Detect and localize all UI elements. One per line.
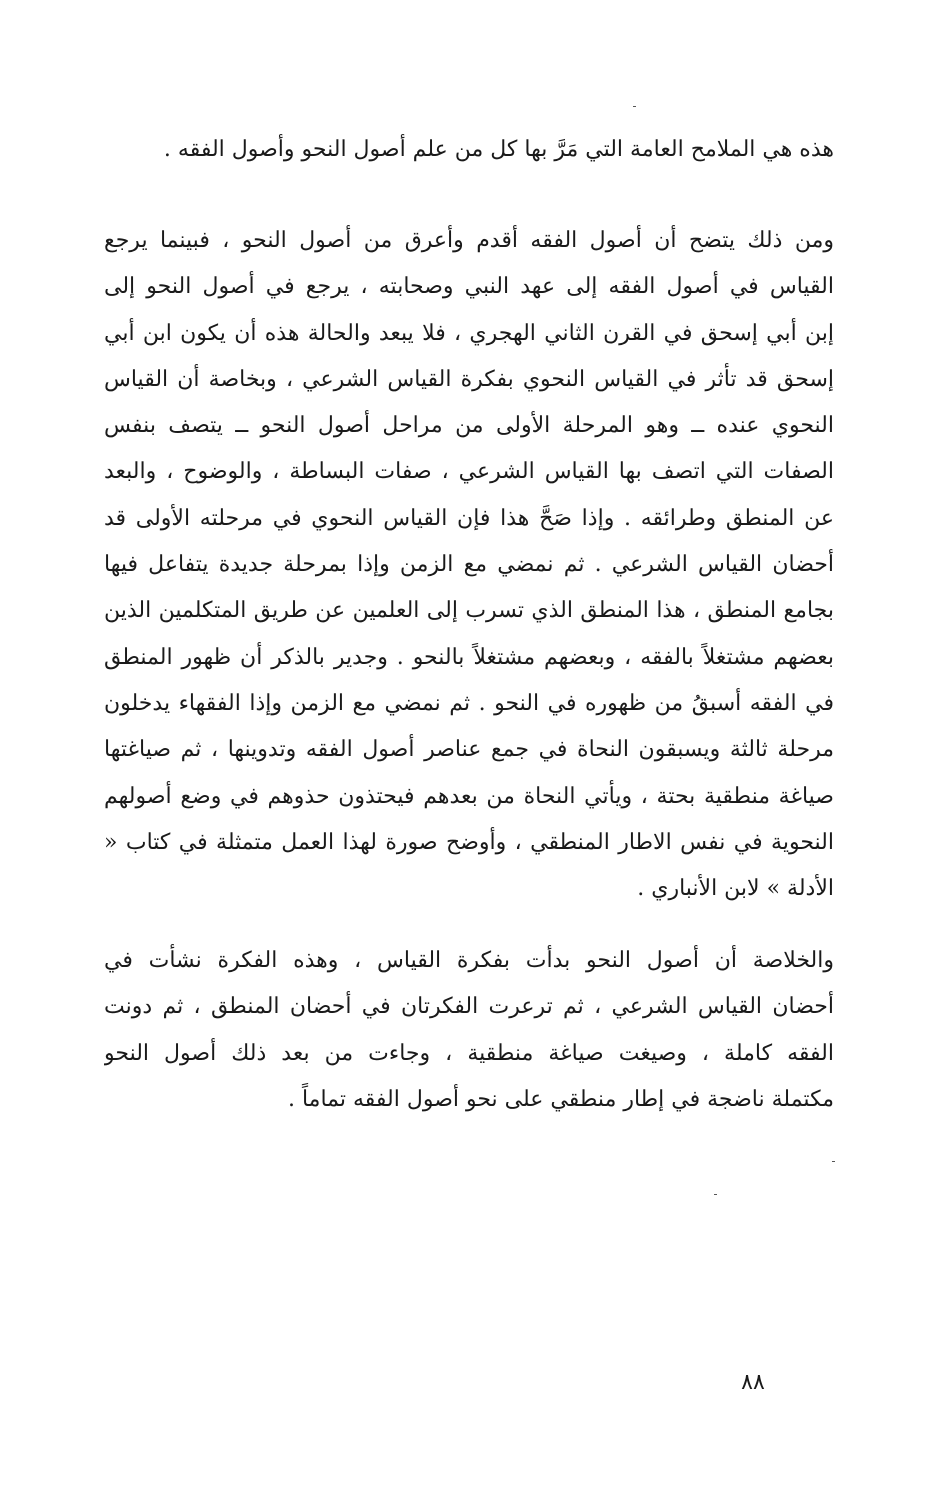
text-line: صياغة منطقية بحتة ، ويأتي النحاة من بعدهم فيحتذون حذوهم في وضع أصولهم	[104, 783, 834, 809]
text-line: الأدلة » لابن الأنباري .	[637, 876, 834, 902]
scan-speck	[714, 1194, 717, 1195]
text-line: الفقه كاملة ، وصيغت صياغة منطقية ، وجاءت من بعد ذلك أصول النحو	[104, 1040, 834, 1066]
text-line: ومن ذلك يتضح أن أصول الفقه أقدم وأعرق من أصول النحو ، فبينما يرجع	[104, 228, 834, 253]
scan-speck	[832, 1161, 835, 1162]
text-line: بعضهم مشتغلاً بالفقه ، وبعضهم مشتغلاً بالنحو . وجدير بالذكر أن ظهور المنطق	[104, 644, 834, 670]
text-line: إسحق قد تأثر في القياس النحوي بفكرة القياس الشرعي ، وبخاصة أن القياس	[104, 366, 834, 392]
text-line: أحضان القياس الشرعي ، ثم ترعرت الفكرتان في أحضان المنطق ، ثم دونت	[104, 994, 834, 1020]
text-line: إبن أبي إسحق في القرن الثاني الهجري ، فلا يبعد والحالة هذه أن يكون ابن أبي	[104, 320, 834, 346]
text-line: النحوية في نفس الاطار المنطقي ، وأوضح صورة لهذا العمل متمثلة في كتاب «	[104, 829, 834, 855]
text-line: مكتملة ناضجة في إطار منطقي على نحو أصول الفقه تماماً .	[287, 1086, 834, 1112]
text-line: القياس في أصول الفقه إلى عهد النبي وصحابته ، يرجع في أصول النحو إلى	[104, 274, 834, 300]
text-line: مرحلة ثالثة ويسبقون النحاة في جمع عناصر أصول الفقه وتدوينها ، ثم صياغتها	[104, 737, 834, 763]
paragraph-3	[104, 938, 834, 1123]
text-line: أحضان القياس الشرعي . ثم نمضي مع الزمن وإذا بمرحلة جديدة يتفاعل فيها	[104, 552, 834, 578]
paragraph-2	[104, 218, 834, 912]
text-line: عن المنطق وطرائقه . وإذا صَحَّ هذا فإن القياس النحوي في مرحلته الأولى قد	[104, 505, 834, 531]
text-line: هذه هي الملامح العامة التي مَرَّ بها كل من علم أصول النحو وأصول الفقه .	[163, 137, 834, 162]
scan-speck	[633, 106, 636, 107]
text-line: والخلاصة أن أصول النحو بدأت بفكرة القياس ، وهذه الفكرة نشأت في	[104, 948, 834, 973]
paragraph-1	[104, 127, 834, 173]
text-line: الصفات التي اتصف بها القياس الشرعي ، صفات البساطة ، والوضوح ، والبعد	[104, 459, 834, 485]
text-line: في الفقه أسبقُ من ظهوره في النحو . ثم نمضي مع الزمن وإذا الفقهاء يدخلون	[104, 690, 834, 716]
text-line: النحوي عنده ــ وهو المرحلة الأولى من مراحل أصول النحو ــ يتصف بنفس	[104, 413, 834, 439]
text-line: بجامع المنطق ، هذا المنطق الذي تسرب إلى العلمين عن طريق المتكلمين الذين	[104, 598, 834, 624]
page-number: ٨٨	[741, 1370, 765, 1395]
